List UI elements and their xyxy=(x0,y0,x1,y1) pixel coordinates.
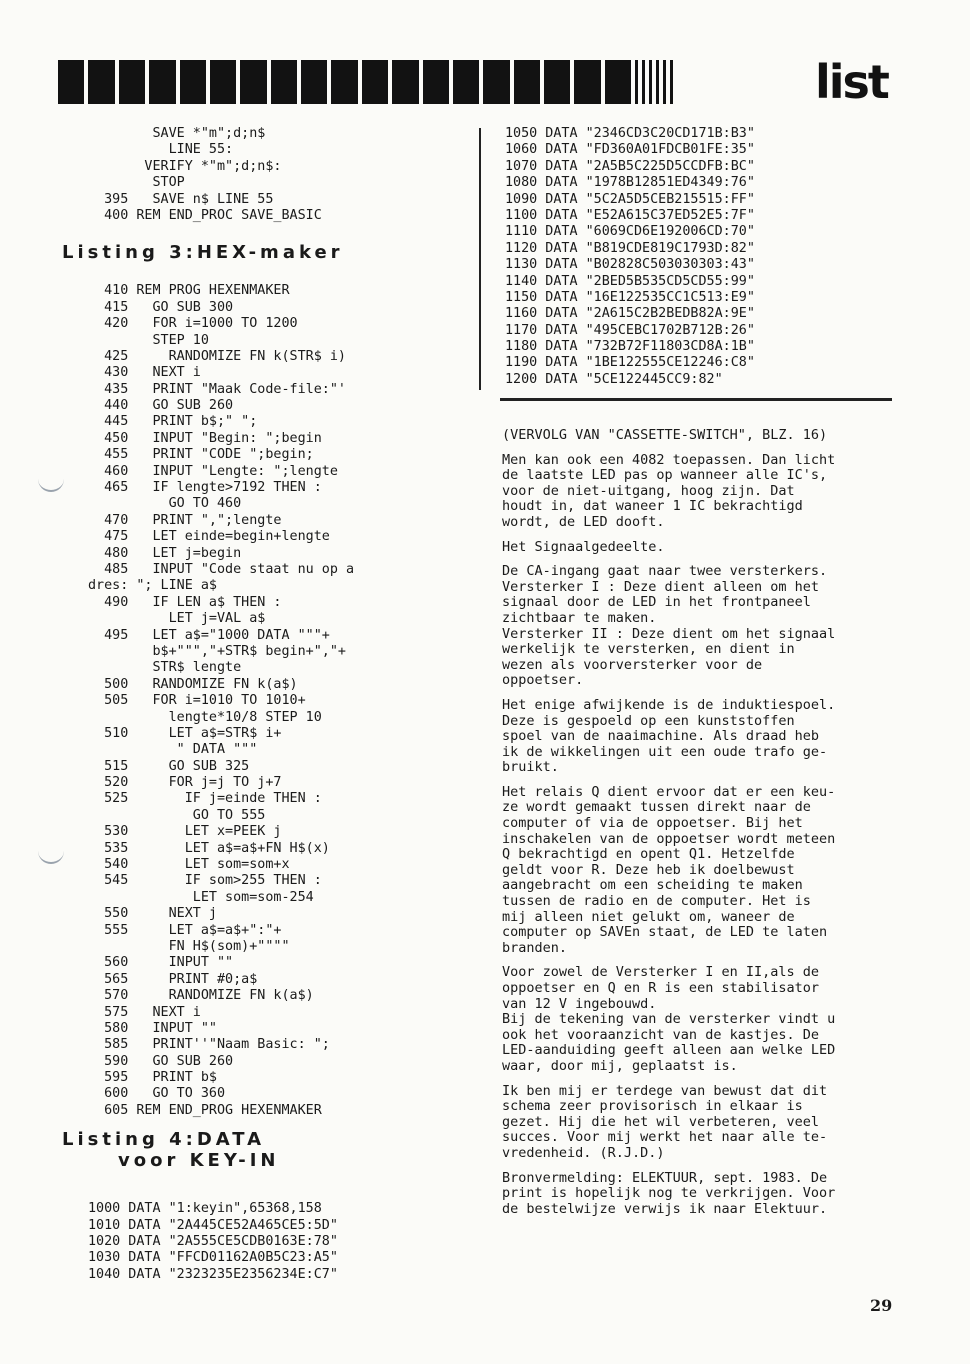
listing-4-subtitle: voor KEY-IN xyxy=(118,1150,280,1172)
code-line: 485 INPUT "Code staat nu op a xyxy=(88,561,355,577)
code-line: 425 RANDOMIZE FN k(STR$ i) xyxy=(88,348,346,364)
code-line: 470 PRINT ",";lengte xyxy=(88,512,282,528)
code-line: 435 PRINT "Maak Code-file:"' xyxy=(88,381,346,397)
code-line: 475 LET einde=begin+lengte xyxy=(88,529,330,545)
code-line: 540 LET som=som+x xyxy=(88,857,290,873)
article-text xyxy=(502,428,894,1226)
page-number: 29 xyxy=(870,1296,893,1315)
code-line: 1040 DATA "2323235E2356234E:C7" xyxy=(88,1266,338,1282)
listing-3-title: Listing 3:HEX-maker xyxy=(62,242,344,264)
code-line: 1130 DATA "B02828C503030303:43" xyxy=(505,257,755,273)
code-line: 1180 DATA "732B72F11803CD8A:1B" xyxy=(505,339,755,355)
paragraph: Voor zowel de Versterker I en II,als de oppoetser en Q en R is een stabilisator van 12 V ingebouwd. Bij de tekening van de versterker vindt u ook het vooraanzicht van de kastjes. De LED-aanduiding geeft alleen aan welke LED waar, door mij, geplaatst is. xyxy=(502,964,836,1074)
left-column xyxy=(62,126,468,1283)
code-line: 415 GO SUB 300 xyxy=(88,299,234,315)
code-line: 480 LET j=begin xyxy=(88,545,242,561)
code-line: 520 FOR j=j TO j+7 xyxy=(88,775,282,791)
code-line: 495 LET a$="1000 DATA """+ xyxy=(88,627,330,643)
code-line: 575 NEXT i xyxy=(88,1004,201,1020)
code-line: 1110 DATA "6069CD6E192006CD:70" xyxy=(505,224,755,240)
code-line: 410 REM PROG HEXENMAKER xyxy=(88,283,290,299)
code-line: 1010 DATA "2A445CE52A465CE5:5D" xyxy=(88,1217,338,1233)
code-line: 545 IF som>255 THEN : xyxy=(88,873,322,889)
paragraph: Het relais Q dient ervoor dat er een keu- ze wordt gemaakt tussen direkt naar de computer of via de oppoetser. Bij het inschakelen van de oppoetser wordt meteen Q bekrachtigd en opent Q1. Hetzelfde geldt voor R. Deze heb ik doelbewust aangebracht om een scheiding te maken tussen de radio en de computer. Het is mij alleen niet gelukt om, waneer de computer op SAVEn staat, de LED te laten branden. xyxy=(502,783,836,956)
paragraph: De CA-ingang gaat naar twee versterkers. Versterker I : Deze dient alleen om het signaal door de LED in het frontpaneel zichtbaar te maken. Versterker II : Deze dient om het signaal werkelijk te versterken, en dient in wezen als voorversterker voor de oppoetser. xyxy=(502,563,836,689)
code-line: STOP xyxy=(88,175,185,191)
code-line: 1200 DATA "5CE122445CC9:82" xyxy=(505,371,723,387)
code-line: 1190 DATA "1BE122555CE12246:C8" xyxy=(505,355,755,371)
code-line: FN H$(som)+"""" xyxy=(88,938,290,954)
code-line: 400 REM END_PROC SAVE_BASIC xyxy=(88,207,322,223)
code-line: GO TO 555 xyxy=(88,807,266,823)
code-line: LET som=som-254 xyxy=(88,889,314,905)
article-heading: (VERVOLG VAN "CASSETTE-SWITCH", BLZ. 16) xyxy=(502,427,828,443)
list-logo: list xyxy=(815,55,888,109)
code-line: 525 IF j=einde THEN : xyxy=(88,791,322,807)
code-line: b$+""","+STR$ begin+","+ xyxy=(88,643,346,659)
code-line: 500 RANDOMIZE FN k(a$) xyxy=(88,676,298,692)
column-divider xyxy=(479,128,481,390)
code-line: 430 NEXT i xyxy=(88,365,201,381)
code-line: dres: "; LINE a$ xyxy=(88,578,217,594)
code-line: LINE 55: xyxy=(88,142,234,158)
code-line: 570 RANDOMIZE FN k(a$) xyxy=(88,988,314,1004)
listing-4-title: Listing 4:DATA xyxy=(62,1129,266,1151)
code-line: 1170 DATA "495CEBC1702B712B:26" xyxy=(505,322,755,338)
code-line: 505 FOR i=1010 TO 1010+ xyxy=(88,693,306,709)
code-line: 580 INPUT "" xyxy=(88,1020,217,1036)
code-block-hexenmaker xyxy=(88,283,468,1119)
code-line: 605 REM END_PROG HEXENMAKER xyxy=(88,1102,322,1118)
code-line: 395 SAVE n$ LINE 55 xyxy=(88,191,274,207)
code-line: STR$ lengte xyxy=(88,660,242,676)
code-line: 535 LET a$=a$+FN H$(x) xyxy=(88,840,330,856)
code-line: 1090 DATA "5C2A5D5CEB215515:FF" xyxy=(505,191,755,207)
code-line: 510 LET a$=STR$ i+ xyxy=(88,725,282,741)
code-line: 460 INPUT "Lengte: ";lengte xyxy=(88,463,338,479)
code-block-data-continued xyxy=(505,126,895,388)
code-line: STEP 10 xyxy=(88,332,209,348)
code-block-save-basic xyxy=(88,126,468,224)
code-line: 1070 DATA "2A5B5C225D5CCDFB:BC" xyxy=(505,158,755,174)
paragraph: Men kan ook een 4082 toepassen. Dan licht de laatste LED pas op wanneer alle IC's, voor de niet-uitgang, hoog zijn. Dat houdt in, dat waneer 1 IC bekrachtigd wordt, de LED dooft. xyxy=(502,451,836,530)
code-line: 530 LET x=PEEK j xyxy=(88,824,282,840)
header-bar xyxy=(58,60,673,104)
code-line: 560 INPUT "" xyxy=(88,955,234,971)
binder-hole xyxy=(38,850,64,864)
code-line: 1160 DATA "2A615C2B2BEDB82A:9E" xyxy=(505,306,755,322)
code-line: 590 GO SUB 260 xyxy=(88,1053,234,1069)
paragraph: Ik ben mij er terdege van bewust dat dit schema zeer provisorisch in elkaar is gezet. Hij die het wil verbeteren, veel succes. Voor mij werkt het naar alle te- vredenheid. (R.J.D.) xyxy=(502,1082,828,1161)
code-line: 490 IF LEN a$ THEN : xyxy=(88,594,282,610)
code-line: GO TO 460 xyxy=(88,496,242,512)
code-line: 1140 DATA "2BED5B535CD5CD55:99" xyxy=(505,273,755,289)
code-line: VERIFY *"m";d;n$: xyxy=(88,158,282,174)
code-line: " DATA """ xyxy=(88,742,258,758)
code-line: LET j=VAL a$ xyxy=(88,611,266,627)
code-line: 1100 DATA "E52A615C37ED52E5:7F" xyxy=(505,207,755,223)
source-note: Bronvermelding: ELEKTUUR, sept. 1983. De print is hopelijk nog te verkrijgen. Voor de bestelwijze verwijs ik naar Elektuur. xyxy=(502,1169,836,1217)
code-line: 600 GO TO 360 xyxy=(88,1086,226,1102)
code-line: 1120 DATA "B819CDE819C1793D:82" xyxy=(505,240,755,256)
code-line: 585 PRINT''"Naam Basic: "; xyxy=(88,1037,330,1053)
code-line: 550 NEXT j xyxy=(88,906,217,922)
code-line: lengte*10/8 STEP 10 xyxy=(88,709,322,725)
code-line: 565 PRINT #0;a$ xyxy=(88,971,258,987)
code-line: 440 GO SUB 260 xyxy=(88,398,234,414)
code-line: 1030 DATA "FFCD01162A0B5C23:A5" xyxy=(88,1250,338,1266)
code-line: 465 IF lengte>7192 THEN : xyxy=(88,480,322,496)
code-line: 1000 DATA "1:keyin",65368,158 xyxy=(88,1201,322,1217)
code-line: 445 PRINT b$;" "; xyxy=(88,414,258,430)
code-line: 1080 DATA "1978B12851ED4349:76" xyxy=(505,175,755,191)
code-line: 595 PRINT b$ xyxy=(88,1070,217,1086)
code-line: 455 PRINT "CODE ";begin; xyxy=(88,447,314,463)
code-line: 1150 DATA "16E122535CC1C513:E9" xyxy=(505,289,755,305)
section-rule xyxy=(500,398,892,401)
binder-hole xyxy=(38,478,64,492)
code-line: 420 FOR i=1000 TO 1200 xyxy=(88,316,298,332)
section-heading: Het Signaalgedeelte. xyxy=(502,538,665,555)
code-line: 1060 DATA "FD360A01FDCB01FE:35" xyxy=(505,142,755,158)
code-line: 1020 DATA "2A555CE5CDB0163E:78" xyxy=(88,1234,338,1250)
code-line: 1050 DATA "2346CD3C20CD171B:B3" xyxy=(505,126,755,141)
code-line: SAVE *"m";d;n$ xyxy=(88,126,266,141)
code-block-data xyxy=(88,1201,468,1283)
code-line: 515 GO SUB 325 xyxy=(88,758,250,774)
code-line: 450 INPUT "Begin: ";begin xyxy=(88,430,322,446)
paragraph: Het enige afwijkende is de induktiespoel. Deze is gespoeld op een kunststoffen spoel van de naaimachine. Als draad heb ik de wikkelingen uit een oude trafo ge- bruikt. xyxy=(502,696,836,776)
code-line: 555 LET a$=a$+":"+ xyxy=(88,922,282,938)
